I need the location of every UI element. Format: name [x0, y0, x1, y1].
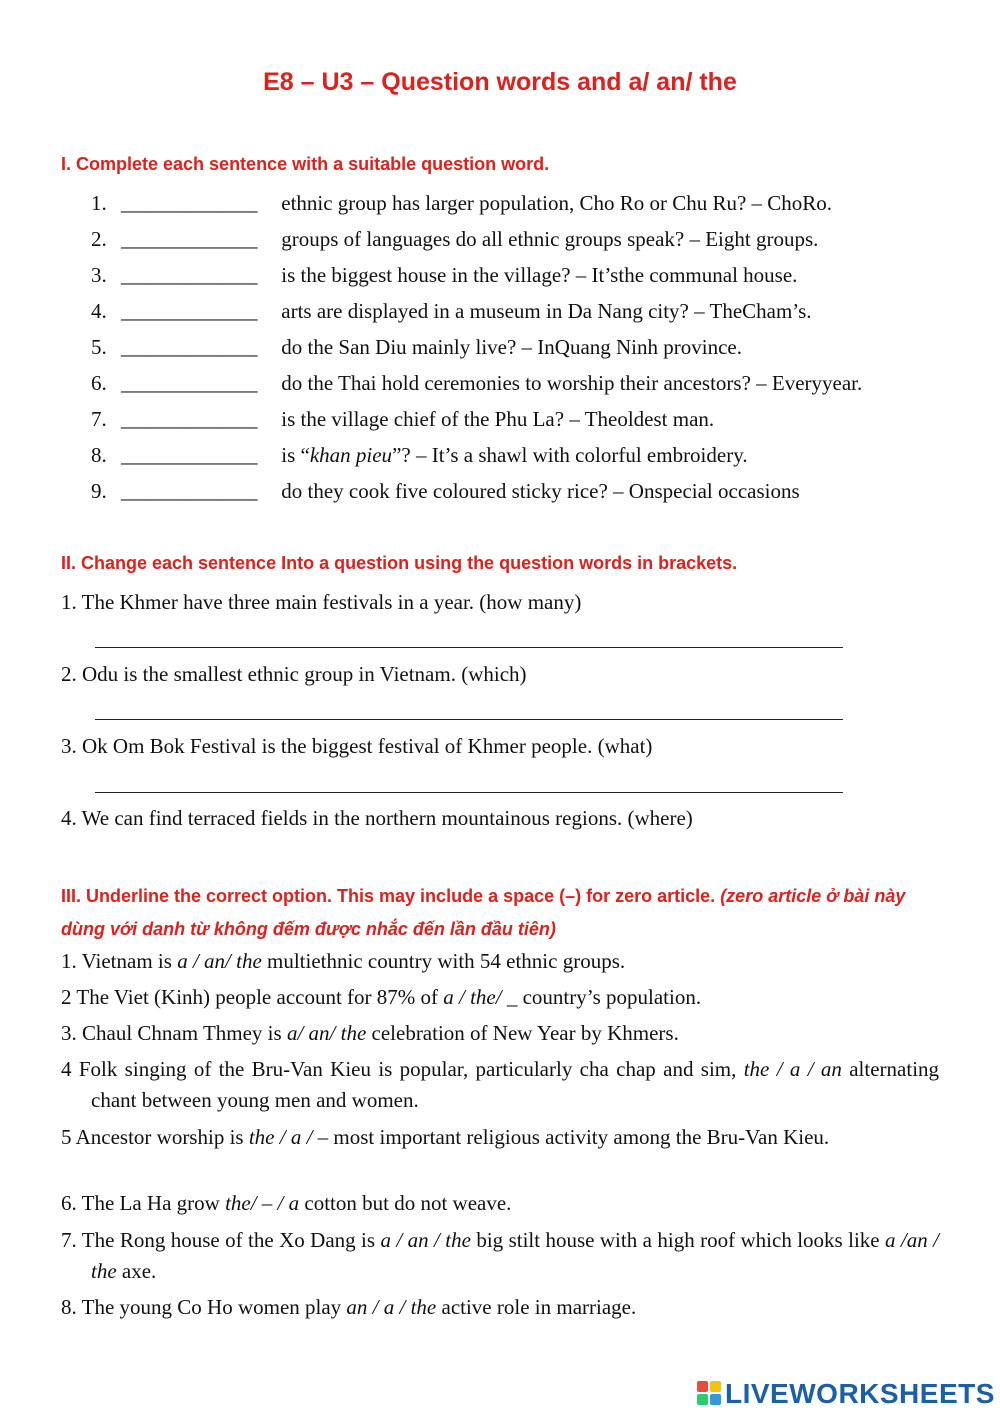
question-5: 5. _____________ do the San Diu mainly live? – InQuang Ninh province. — [91, 335, 742, 359]
transform-sentence-2: 2. Odu is the smallest ethnic group in Vietnam. (which) — [61, 662, 527, 686]
transform-sentence-4: 4. We can find terraced fields in the northern mountainous regions. (where) — [61, 806, 693, 830]
question-2: 2. _____________ groups of languages do all ethnic groups speak? – Eight groups. — [91, 227, 819, 251]
article-options[interactable]: an / a / the — [346, 1295, 437, 1319]
article-question-2: 2 The Viet (Kinh) people account for 87% of a / the/ _ country’s population. — [61, 985, 702, 1009]
section-3-note: (zero article ở bài này dùng với danh từ không đếm được nhắc đến lần đầu tiên) — [61, 886, 906, 939]
question-4: 4. _____________ arts are displayed in a museum in Da Nang city? – TheCham’s. — [91, 299, 812, 323]
article-question-7: 7. The Rong house of the Xo Dang is a / an / the big stilt house with a high roof which looks like a /an / the axe. — [61, 1228, 940, 1283]
liveworksheets-logo-icon — [697, 1381, 723, 1407]
section-3-heading: III. Underline the correct option. This may include a space (–) for zero article. (zero article ở bài này dùng với danh từ không đếm được nhắc đến lần đầu tiên) — [61, 886, 906, 939]
question-3: 3. _____________ is the biggest house in the village? – It’sthe communal house. — [91, 263, 798, 287]
brand-name: LIVEWORKSHEETS — [725, 1378, 995, 1409]
question-9: 9. _____________ do they cook five coloured sticky rice? – Onspecial occasions — [91, 479, 800, 503]
article-options[interactable]: a / an / the — [380, 1228, 471, 1252]
answer-line-2[interactable] — [95, 719, 843, 720]
answer-blank[interactable]: _____________ — [121, 479, 258, 503]
section-1-heading: I. Complete each sentence with a suitable question word. — [61, 154, 550, 174]
article-options[interactable]: the / a / – — [248, 1125, 329, 1149]
answer-blank[interactable]: _____________ — [121, 371, 258, 395]
question-1: 1. _____________ ethnic group has larger population, Cho Ro or Chu Ru? – ChoRo. — [91, 191, 833, 215]
article-options[interactable]: the / a / an — [743, 1057, 842, 1081]
liveworksheets-logo — [697, 1378, 995, 1410]
article-question-5: 5 Ancestor worship is the / a / – most important religious activity among the Bru-Van Kieu. — [61, 1125, 830, 1149]
transform-sentence-3: 3. Ok Om Bok Festival is the biggest festival of Khmer people. (what) — [61, 734, 653, 758]
answer-blank[interactable]: _____________ — [121, 443, 258, 467]
answer-blank[interactable]: _____________ — [121, 227, 258, 251]
answer-blank[interactable]: _____________ — [121, 335, 258, 359]
answer-blank[interactable]: _____________ — [121, 407, 258, 431]
article-question-8: 8. The young Co Ho women play an / a / the active role in marriage. — [61, 1295, 637, 1319]
question-8: 8. _____________ is “khan pieu”? – It’s a shawl with colorful embroidery. — [91, 443, 748, 467]
article-options[interactable]: a/ an/ the — [286, 1021, 367, 1045]
answer-line-1[interactable] — [95, 647, 843, 648]
answer-blank[interactable]: _____________ — [121, 263, 258, 287]
article-options[interactable]: a / the/ _ — [443, 985, 518, 1009]
article-question-4: 4 Folk singing of the Bru-Van Kieu is popular, particularly cha chap and sim, the / a / an alternating chant between young men and women. — [61, 1057, 940, 1112]
answer-blank[interactable]: _____________ — [121, 299, 258, 323]
answer-blank[interactable]: _____________ — [121, 191, 258, 215]
article-question-6: 6. The La Ha grow the/ – / a cotton but do not weave. — [61, 1191, 512, 1215]
article-options[interactable]: the/ – / a — [225, 1191, 300, 1215]
answer-line-3[interactable] — [95, 792, 843, 793]
section-2-heading: II. Change each sentence Into a question using the question words in brackets. — [61, 553, 738, 573]
question-7: 7. _____________ is the village chief of the Phu La? – Theoldest man. — [91, 407, 715, 431]
question-6: 6. _____________ do the Thai hold ceremonies to worship their ancestors? – Everyyear. — [91, 371, 863, 395]
article-options[interactable]: a /an / the — [91, 1228, 940, 1283]
transform-sentence-1: 1. The Khmer have three main festivals in a year. (how many) — [61, 590, 582, 614]
article-question-3: 3. Chaul Chnam Thmey is a/ an/ the celebration of New Year by Khmers. — [61, 1021, 679, 1045]
article-question-1: 1. Vietnam is a / an/ the multiethnic country with 54 ethnic groups. — [61, 949, 626, 973]
article-options[interactable]: a / an/ the — [177, 949, 262, 973]
page-title: E8 – U3 – Question words and a/ an/ the — [263, 68, 737, 96]
